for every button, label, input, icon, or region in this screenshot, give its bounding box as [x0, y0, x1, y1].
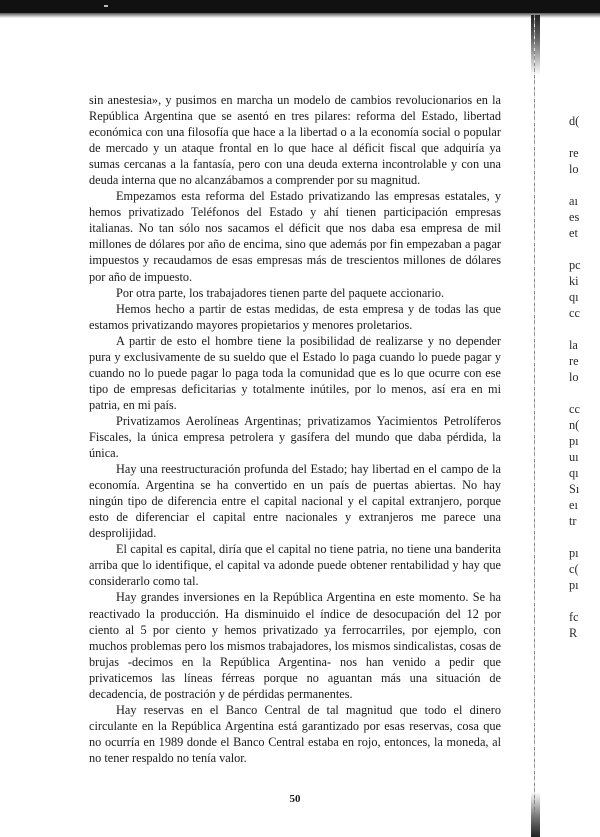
adjacent-page-fragment: re — [569, 146, 579, 160]
adjacent-page-fragment: pc — [569, 258, 581, 272]
adjacent-page-fragment: d( — [569, 114, 580, 128]
adjacent-page-fragment: cc — [569, 306, 580, 320]
adjacent-page-fragment: es — [569, 210, 580, 224]
gutter-shadow-top — [531, 15, 540, 75]
paragraph: Por otra parte, los trabajadores tienen parte del paquete accionario. — [116, 285, 445, 300]
paragraph: Privatizamos Aerolíneas Argentinas; privatizamos Yacimientos Petrolíferos Fiscales, la única empresa petrolera y gasífera del mundo que daba pérdida, la única. — [89, 413, 501, 461]
adjacent-page-fragment: Sı — [569, 482, 580, 496]
paragraph: Hay grandes inversiones en la República Argentina en este momento. Se ha reactivado la producción. Ha disminuido el índice de desocupación del 12 por ciento al 5 por ciento y hemos privatizado ya ferrocarriles, por ejemplo, con muchos problemas pero los mismos trabajadores, los mismos sindicalistas, cosas de brujas -decimos en la República Argentina- nos han venido a pedir que privaticemos las líneas férreas porque no aguantan más una situación de decadencia, de postración y de pérdidas permanentes. — [89, 590, 501, 701]
adjacent-page-fragment: pı — [569, 578, 579, 592]
body-text — [89, 92, 501, 766]
adjacent-page-fragment: lo — [569, 370, 579, 384]
adjacent-page-fragment: cc — [569, 402, 580, 416]
paragraph: Hemos hecho a partir de estas medidas, de esta empresa y de todas las que estamos privatizando mayores propietarios y menores proletarios. — [89, 301, 501, 332]
paragraph: El capital es capital, diría que el capital no tiene patria, no tiene una banderita arriba que lo identifique, el capital va adonde puede obtener rentabilidad y hay que considerarlo como tal. — [89, 542, 501, 589]
paragraph: A partir de esto el hombre tiene la posibilidad de realizarse y no depender pura y exclusivamente de su sueldo que el Estado lo paga cuando lo puede pagar y cuando no lo puede pagar lo paga toda la comunidad que es lo que ocurre con ese tipo de empresas deficitarias y totalmente inútiles, por lo menos, así era en mi patria, en mi país. — [89, 333, 501, 412]
adjacent-page-fragment: R — [569, 626, 578, 640]
paragraph: Hay reservas en el Banco Central de tal magnitud que todo el dinero circulante en la República Argentina está garantizado por esas reservas, cosa que no ocurría en 1989 donde el Banco Central estaba en rojo, entonces, la moneda, al no tener respaldo no tenía valor. — [89, 702, 501, 765]
paragraph: Empezamos esta reforma del Estado privatizando las empresas estatales, y hemos privatizado Teléfonos del Estado y ahí tienen participación empresas italianas. No tan sólo nos sacamos el déficit que nos daba esa empresa de mil millones de dólares por año de encima, sino que además por fin empezaban a pagar impuestos y recaudamos de esas empresas más de trescientos millones de dólares por año de impuesto. — [89, 189, 501, 284]
scan-speck — [104, 5, 108, 7]
adjacent-page-fragment: ki — [569, 274, 579, 288]
adjacent-page-fragment: la — [569, 338, 578, 352]
scan-top-border — [0, 0, 600, 13]
adjacent-page-fragment: qı — [569, 466, 579, 480]
gutter-line — [534, 15, 535, 837]
scan-top-shadow — [0, 13, 600, 18]
page-number: 50 — [289, 793, 301, 805]
paragraph: sin anestesia», y pusimos en marcha un modelo de cambios revolucionarios en la República Argentina que se asentó en tres pilares: reforma del Estado, libertad económica con una filosofía que hace a la libertad o a la economía social o popular de mercado y un ataque frontal en lo que hace al déficit fiscal que adquiría ya sumas cercanas a la fantasía, pero con una deuda externa incontrolable y con una deuda interna que no alcanzábamos a comprender por su magnitud. — [89, 93, 501, 188]
adjacent-page-fragment: re — [569, 354, 579, 368]
adjacent-page-fragment: pı — [569, 434, 579, 448]
adjacent-page-fragment: n( — [569, 418, 580, 432]
adjacent-page-fragment: pı — [569, 546, 579, 560]
page-gutter — [531, 15, 541, 837]
adjacent-page-fragment: aı — [569, 194, 578, 208]
adjacent-page-fragment: eı — [569, 498, 578, 512]
paragraph: Hay una reestructuración profunda del Estado; hay libertad en el campo de la economía. Argentina se ha convertido en un país de puertas abiertas. No hay ningún tipo de diferencia entre el capital nacional y el capital extranjero, porque esto de diferenciar el capital entre nacionales y extranjeros me parece una desprolijidad. — [89, 462, 501, 541]
adjacent-page-fragment: fc — [569, 610, 579, 624]
adjacent-page-fragment: tr — [569, 514, 577, 528]
adjacent-page-fragment: c( — [569, 562, 579, 576]
adjacent-page-fragment: qı — [569, 290, 579, 304]
adjacent-page-fragment: et — [569, 226, 578, 240]
adjacent-page-fragment: uı — [569, 450, 579, 464]
adjacent-page-fragment: lo — [569, 162, 579, 176]
